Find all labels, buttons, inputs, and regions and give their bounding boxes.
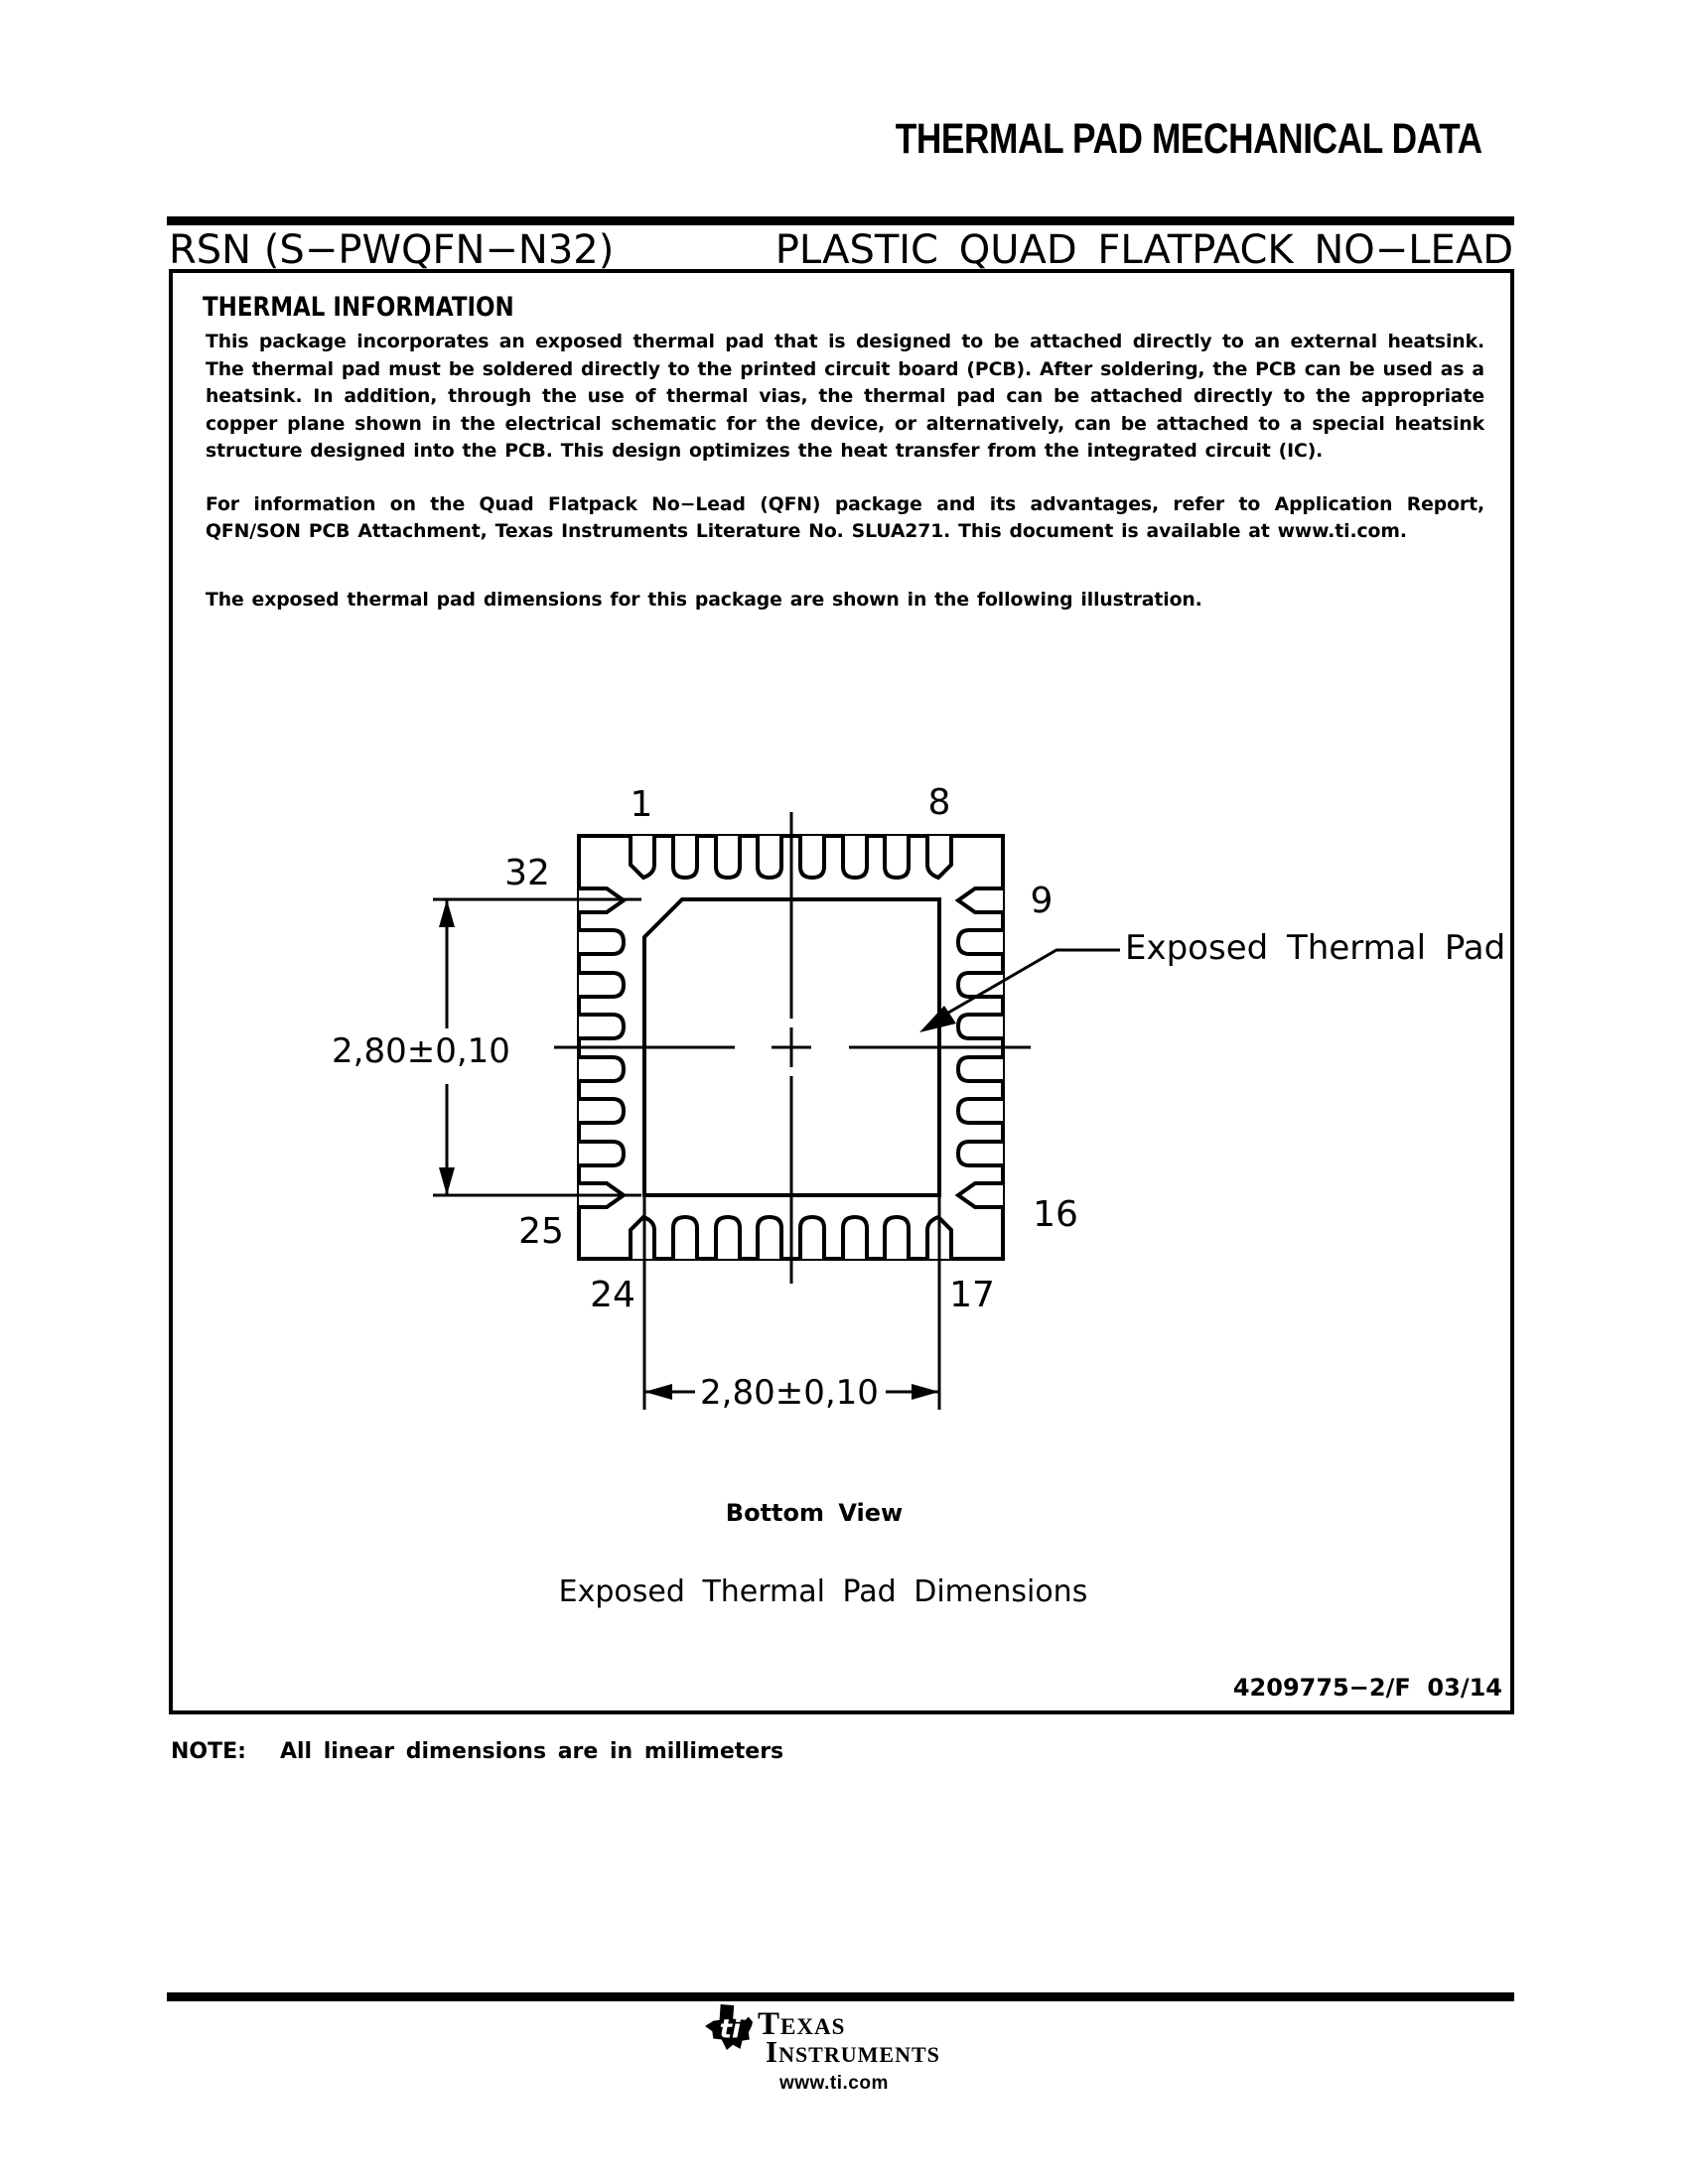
drawing-number: 4209775−2/F 03/14	[1232, 1674, 1502, 1702]
paragraph-qfn-report: For information on the Quad Flatpack No−Lead (QFN) package and its advantages, refer to Application Report, QFN/SON PCB Attachment, Texas Instruments Literature No. SLUA271. This document is available at www.ti.com.	[206, 493, 1484, 542]
thermal-information-text	[206, 329, 1484, 614]
pin-label-16: 16	[1033, 1194, 1078, 1235]
pin-label-8: 8	[927, 782, 951, 823]
pin-label-32: 32	[504, 853, 550, 893]
figure-caption: Exposed Thermal Pad Dimensions	[558, 1574, 1088, 1609]
note-label: NOTE:	[171, 1739, 246, 1764]
section-title: THERMAL INFORMATION	[203, 292, 514, 323]
pin-label-9: 9	[1030, 881, 1054, 921]
page-title: THERMAL PAD MECHANICAL DATA	[896, 115, 1482, 163]
callout-label: Exposed Thermal Pad	[1125, 928, 1506, 968]
pin-label-17: 17	[949, 1275, 995, 1315]
brand-name-texas: Texas	[758, 2006, 846, 2042]
brand-name-instruments: Instruments	[766, 2034, 940, 2069]
pad-width-dimension: 2,80±0,10	[700, 1373, 879, 1413]
pin-label-24: 24	[590, 1275, 635, 1315]
note-text: All linear dimensions are in millimeters	[279, 1739, 784, 1764]
pad-height-dimension: 2,80±0,10	[332, 1031, 510, 1071]
note-line	[171, 1739, 783, 1764]
view-caption: Bottom View	[725, 1499, 904, 1527]
pin-label-1: 1	[630, 784, 653, 825]
header-rule-thick	[167, 216, 1514, 225]
ti-monogram: ti	[719, 2014, 742, 2045]
package-code: RSN (S−PWQFN−N32)	[169, 227, 615, 273]
brand-url: www.ti.com	[779, 2073, 889, 2094]
pin-label-25: 25	[518, 1211, 564, 1252]
paragraph-thermal-pad: This package incorporates an exposed thermal pad that is designed to be attached directly to an external heatsink. The thermal pad must be soldered directly to the printed circuit board (PCB). After soldering, the PCB can be used as a heatsink. In addition, through the use of thermal vias, the thermal pad can be attached directly to the appropriate copper plane shown in the electrical schematic for the device, or alternatively, can be attached to a special heatsink structure designed into the PCB. This design optimizes the heat transfer from the integrated circuit (IC).	[206, 332, 1484, 462]
texas-state-icon	[705, 2004, 753, 2050]
paragraph-illustration: The exposed thermal pad dimensions for this package are shown in the following illustration.	[206, 589, 1202, 611]
footer-rule-thick	[167, 1992, 1514, 2001]
package-type: PLASTIC QUAD FLATPACK NO−LEAD	[774, 227, 1513, 273]
